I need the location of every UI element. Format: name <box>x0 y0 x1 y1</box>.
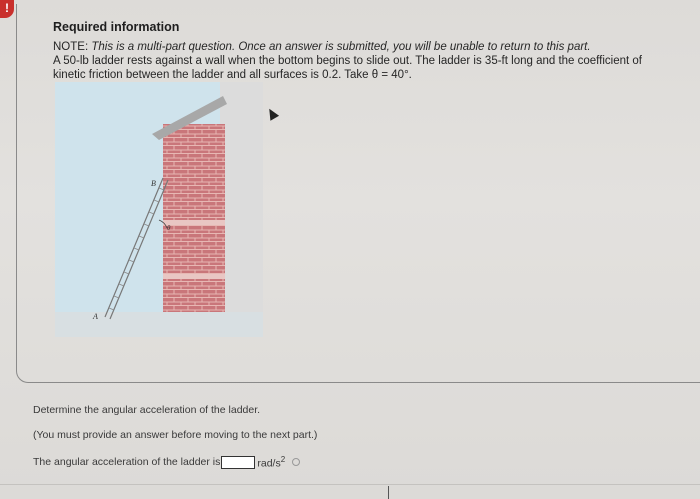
brick-wall <box>163 124 225 312</box>
answer-row <box>33 455 301 470</box>
note-label: NOTE: <box>53 41 92 53</box>
answer-input[interactable] <box>221 456 255 469</box>
wall-band <box>163 220 225 225</box>
wall-side <box>220 82 263 337</box>
question-hint: (You must provide an answer before moving to the next part.) <box>33 429 318 441</box>
required-info-heading: Required information <box>53 20 180 34</box>
label-b: B <box>151 179 156 188</box>
refresh-icon[interactable] <box>291 457 301 467</box>
question-prompt: Determine the angular acceleration of the ladder. <box>33 404 261 416</box>
text-cursor-mark <box>388 486 389 499</box>
unit-exponent: 2 <box>280 455 286 464</box>
ground <box>55 312 263 337</box>
problem-text: A 50-lb ladder rests against a wall when the bottom begins to slide out. The ladder is 35-ft long and the coefficient of kinetic friction between the ladder and all surfaces is 0.2. Take θ = 40°. <box>53 55 642 81</box>
ladder-figure <box>55 82 263 337</box>
answer-label: The angular acceleration of the ladder is <box>33 456 221 469</box>
ladder-diagram <box>55 82 263 337</box>
label-a: A <box>93 312 98 321</box>
wall-band-2 <box>163 274 225 279</box>
bottom-divider <box>0 484 700 485</box>
problem-statement <box>53 40 663 82</box>
note-text: This is a multi-part question. Once an answer is submitted, you will be unable to return to this part. <box>91 41 591 53</box>
label-theta: θ <box>167 224 171 232</box>
answer-unit <box>257 455 285 470</box>
alert-icon: ! <box>0 0 14 18</box>
unit-base: rad/s <box>257 457 281 470</box>
